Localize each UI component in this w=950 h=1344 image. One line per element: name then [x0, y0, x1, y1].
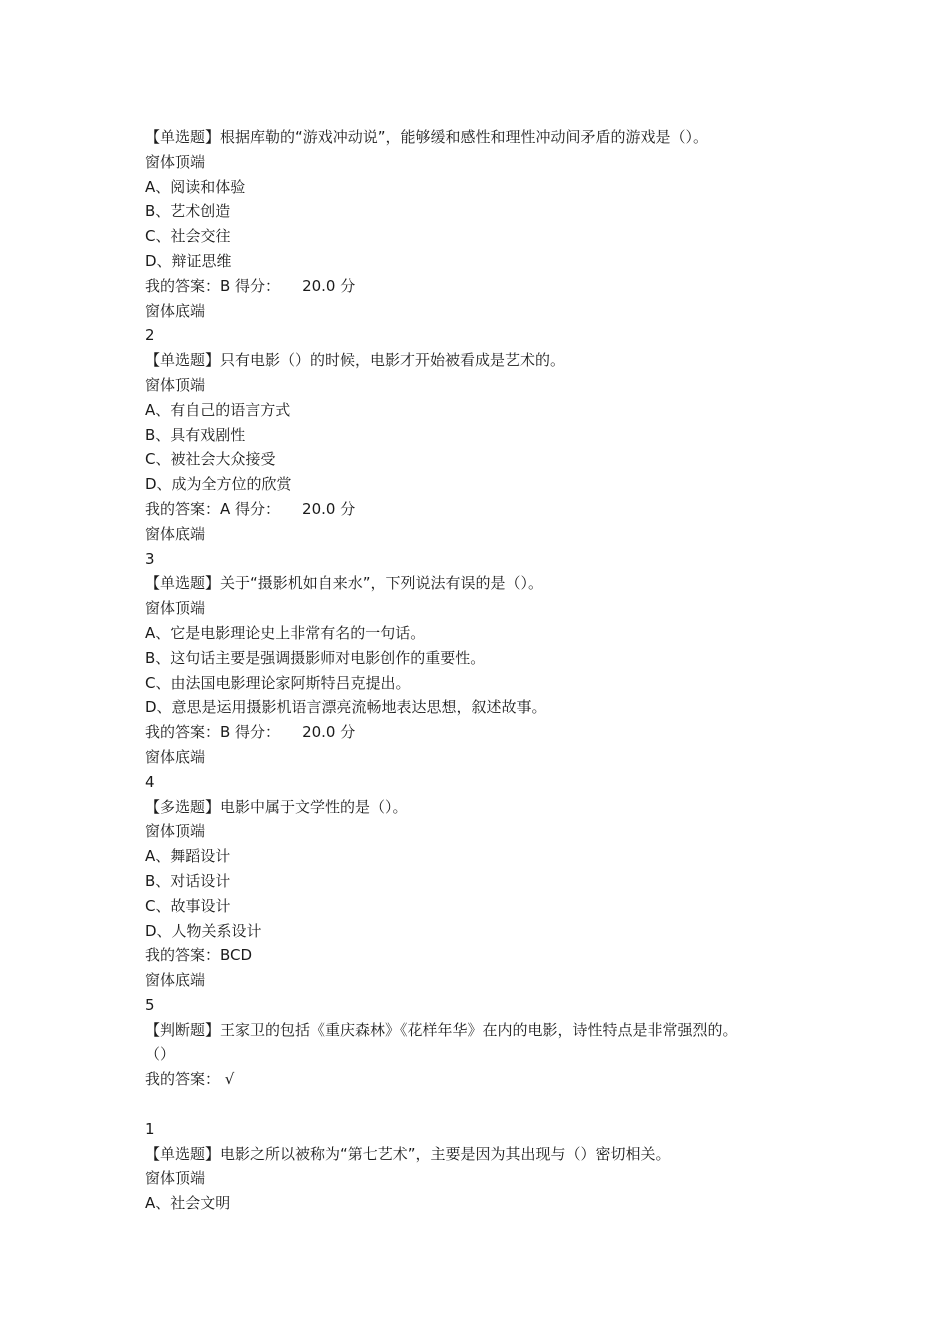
option-d: D、成为全方位的欣赏 — [145, 475, 292, 494]
form-bottom-marker: 窗体底端 — [145, 747, 206, 766]
question-number: 2 — [145, 326, 155, 345]
option-a: A、它是电影理论史上非常有名的一句话。 — [145, 623, 426, 642]
answer-line: 我的答案：BCD — [145, 946, 253, 965]
answer-text: 我的答案：B 得分： — [145, 723, 281, 742]
answer-text: 我的答案：B 得分： — [145, 276, 281, 295]
form-top-marker: 窗体顶端 — [145, 375, 206, 394]
document-body — [145, 125, 825, 1216]
question-number: 1 — [145, 1119, 155, 1138]
option-b: B、对话设计 — [145, 871, 231, 890]
question-text: 【单选题】电影之所以被称为“第七艺术”，主要是因为其出现与（）密切相关。 — [145, 1144, 671, 1163]
form-bottom-marker: 窗体底端 — [145, 524, 206, 543]
answer-text: 我的答案：A 得分： — [145, 499, 281, 518]
answer-line: 我的答案： √ — [145, 1070, 235, 1089]
form-top-marker: 窗体顶端 — [145, 822, 206, 841]
option-d: D、辩证思维 — [145, 251, 232, 270]
question-text: 【单选题】只有电影（）的时候，电影才开始被看成是艺术的。 — [145, 351, 566, 370]
answer-line — [145, 497, 825, 522]
score-value: 20.0 分 — [302, 276, 356, 295]
question-number: 3 — [145, 549, 155, 568]
score-value: 20.0 分 — [302, 723, 356, 742]
form-top-marker: 窗体顶端 — [145, 1169, 206, 1188]
answer-line — [145, 274, 825, 299]
question-text: 【单选题】根据库勒的“游戏冲动说”，能够缓和感性和理性冲动间矛盾的游戏是（）。 — [145, 128, 709, 146]
form-top-marker: 窗体顶端 — [145, 152, 206, 171]
form-top-marker: 窗体顶端 — [145, 599, 206, 618]
score-value: 20.0 分 — [302, 499, 356, 518]
option-b: B、这句话主要是强调摄影师对电影创作的重要性。 — [145, 648, 486, 667]
option-b: B、艺术创造 — [145, 202, 231, 221]
option-a: A、有自己的语言方式 — [145, 400, 291, 419]
question-text-continued: （） — [145, 1045, 176, 1064]
answer-line — [145, 720, 825, 745]
question-text: 【多选题】电影中属于文学性的是（）。 — [145, 797, 408, 816]
form-bottom-marker: 窗体底端 — [145, 301, 206, 320]
option-c: C、故事设计 — [145, 896, 231, 915]
option-d: D、意思是运用摄影机语言漂亮流畅地表达思想，叙述故事。 — [145, 698, 547, 717]
option-a: A、阅读和体验 — [145, 177, 246, 196]
option-d: D、人物关系设计 — [145, 921, 262, 940]
question-number: 4 — [145, 772, 155, 791]
option-b: B、具有戏剧性 — [145, 425, 246, 444]
form-bottom-marker: 窗体底端 — [145, 971, 206, 990]
question-number: 5 — [145, 995, 155, 1014]
question-text: 【判断题】王家卫的包括《重庆森林》《花样年华》在内的电影，诗性特点是非常强烈的。 — [145, 1020, 738, 1039]
question-text: 【单选题】关于“摄影机如自来水”，下列说法有误的是（）。 — [145, 574, 544, 593]
option-c: C、由法国电影理论家阿斯特吕克提出。 — [145, 673, 411, 692]
option-a: A、社会文明 — [145, 1194, 231, 1213]
blank-line — [145, 1092, 825, 1117]
option-a: A、舞蹈设计 — [145, 847, 231, 866]
option-c: C、被社会大众接受 — [145, 450, 276, 469]
option-c: C、社会交往 — [145, 227, 231, 246]
